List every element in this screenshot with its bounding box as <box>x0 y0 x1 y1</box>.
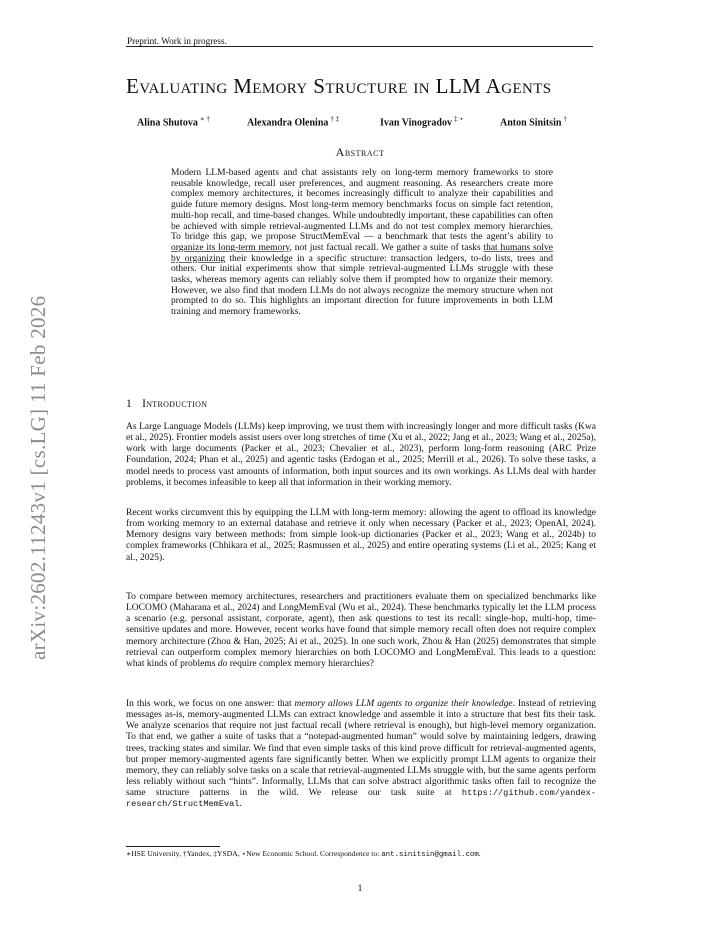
correspondence-email[interactable]: ant.sinitsin@gmail.com <box>381 851 479 859</box>
task-suite-link[interactable]: https://github.com/yandex-research/StructMemEval <box>126 788 596 810</box>
p4-text-end: . <box>239 799 242 810</box>
footnote-end: . <box>478 849 481 858</box>
author-1-marks: ∗ † <box>199 115 210 123</box>
footnote-text: ∗HSE University, †Yandex, ‡YSDA, ⋆New Economic School. Correspondence to: <box>126 849 382 858</box>
header-rule <box>126 46 593 47</box>
author-4 <box>500 115 567 128</box>
section-heading-introduction <box>126 398 207 410</box>
author-3 <box>380 115 464 128</box>
paper-title <box>126 74 596 99</box>
intro-paragraph-2: Recent works circumvent this by equipping the LLM with long-term memory: allowing the agent to offload its knowledge from working memory to an external database and retrieve it only when necessary (Packer et al., 2023; OpenAI, 2024). Memory designs vary between methods: from simple look-up dictionaries (Packer et al., 2023; Wang et al., 2024b) to complex frameworks (Chhikara et al., 2025; Rasmussen et al., 2025) and entire operating systems (Li et al., 2025; Kang et al., 2025). <box>126 508 596 563</box>
author-1 <box>137 115 210 128</box>
intro-paragraph-4 <box>126 699 596 811</box>
p4-text-before: In this work, we focus on one answer: that <box>126 699 295 709</box>
p4-text-middle: . Instead of retrieving messages as-is, memory-augmented LLMs can extract knowledge and assemble it into a structure that best fits their task. We analyze scenarios that require not just factual recall (where retrieval is enough), but high-level memory organization. To that end, we gather a suite of tasks that a “notepad-augmented human” would solve by maintaining ledgers, drawing trees, tracking states and similar. We find that even simple tasks of this kind prove difficult for retrieval-augmented agents, but proper memory-augmented agents fare significantly better. When we explicitly prompt LLM agents to organize their memory, they can reliably solve tasks on a scale that retrieval-augmented LLMs struggle with, but the same agents perform less reliably without such “hints”. Informally, LLMs that can solve abstract algorithmic tasks often fail to recognize the same structure patterns in the wild. We release our task suite at <box>126 699 596 799</box>
abstract-text-middle: , not just factual recall. We gather a suite of tasks <box>289 242 484 253</box>
p3-text-after: require complex memory hierarchies? <box>227 658 374 669</box>
abstract-body <box>171 168 553 318</box>
author-3-name: Ivan Vinogradov <box>380 117 452 129</box>
abstract-text-before: Modern LLM-based agents and chat assistants rely on long-term memory frameworks to store reusable knowledge, recall user preferences, and augment reasoning. As researchers create more complex memory architectures, it becomes increasingly difficult to analyze their capabilities and guide future memory designs. Most long-term memory benchmarks focus on simple fact retention, multi-hop recall, and time-based changes. While undoubtedly important, these capabilities can often be achieved with simple retrieval-augmented LLMs and do not test complex memory hierarchies. To bridge this gap, we propose StructMemEval — a benchmark that tests the agent’s ability to <box>171 168 553 243</box>
section-title: Introduction <box>142 398 208 410</box>
affiliations-footnote <box>126 849 596 859</box>
intro-paragraph-1: As Large Language Models (LLMs) keep improving, we trust them with increasingly longer and more difficult tasks (Kwa et al., 2025). Frontier models assist users over long stretches of time (Xu et al., 2022; Jang et al., 2023; Wang et al., 2025a), work with large documents (Packer et al., 2023; Chevalier et al., 2023), perform long-form reasoning (ARC Prize Foundation, 2024; Phan et al., 2025) and agentic tasks (Erdogan et al., 2025; Merrill et al., 2026). To solve these tasks, a model needs to process vast amounts of information, both input sources and its own workings. As LLMs deal with harder problems, it becomes infeasible to keep all that information in their working memory. <box>126 422 596 488</box>
author-2-name: Alexandra Olenina <box>247 117 329 129</box>
intro-paragraph-3 <box>126 592 596 670</box>
p3-emphasis: do <box>217 658 228 669</box>
p3-text-before: To compare between memory architectures, researchers and practitioners evaluate them on specialized benchmarks like LOCOMO (Maharana et al., 2024) and LongMemEval (Wu et al., 2024). These benchmarks typically let the LLM process a scenario (e.g. personal assistant, corporate, agent), then ask questions to test its recall: single-hop, multi-hop, time-sensitive updates and more. However, recent works have found that simple memory recall often does not require complex memory architecture (Zhou & Han, 2025; Ai et al., 2025). In one such work, Zhou & Han (2025) demonstrates that simple retrieval can outperform complex memory hierarchies on both LOCOMO and LongMemEval. This leads to a question: what kinds of problems <box>126 592 596 669</box>
abstract-underline-2: that humans solve by organizing <box>171 242 553 264</box>
author-2-marks: † ‡ <box>330 115 340 123</box>
page-number: 1 <box>357 884 363 894</box>
author-4-marks: † <box>563 115 567 123</box>
abstract-heading: Abstract <box>335 145 385 159</box>
section-number: 1 <box>126 398 133 410</box>
author-4-name: Anton Sinitsin <box>500 117 562 129</box>
abstract-underline-1: organize its long-term memory <box>171 242 290 253</box>
author-1-name: Alina Shutova <box>137 117 198 129</box>
abstract-text-after: their knowledge in a specific structure: transaction ledgers, to-do lists, trees and others. Our initial experiments show that simple retrieval-augmented LLMs struggle with these tasks, whereas memory agents can reliably solve them if prompted how to organize their memory. However, we also find that modern LLMs do not always recognize the memory structure when not prompted to do so. This highlights an important direction for future improvements in both LLM training and memory frameworks. <box>171 253 553 318</box>
p4-emphasis: memory allows LLM agents to organize their knowledge <box>294 699 513 709</box>
arxiv-identifier[interactable]: arXiv:2602.11243v1 [cs.LG] 11 Feb 2026 <box>26 295 50 660</box>
author-3-marks: ‡ ⋆ <box>453 115 464 123</box>
paper-title-text: Evaluating Memory Structure in LLM Agents <box>126 74 552 98</box>
author-2 <box>247 115 339 128</box>
footnote-rule <box>126 846 220 847</box>
running-header: Preprint. Work in progress. <box>127 36 227 46</box>
